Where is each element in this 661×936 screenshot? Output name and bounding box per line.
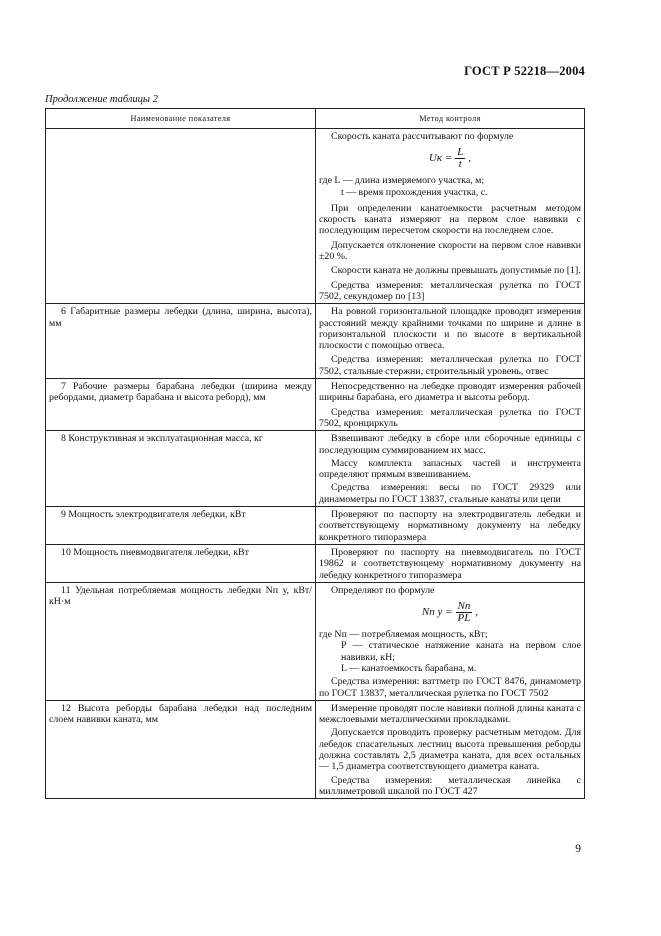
formula-lhs: Nп у = [421,605,453,618]
formula-legend: где L — длина измеряемого участка, м; [319,175,485,187]
formula-rope-speed [319,147,581,170]
method-text: Средства измерения: металлическая рулетка по ГОСТ 7502, стальные стержни, строительный уровень, отвес [319,354,581,377]
indicator-cell: 9 Мощность электродвигателя лебедки, кВт [46,507,316,545]
formula-legend: t — время прохождения участка, с. [341,186,488,198]
method-text: Определяют по формуле [331,584,435,596]
formula-lhs: Uк = [428,152,453,165]
method-text: Массу комплекта запасных частей и инструмента определяют прямым взвешиванием. [319,457,581,481]
table-row [46,507,585,545]
table-row [46,129,585,304]
method-text: Измерение проводят после навивки полной длины каната с межслоевыми металлическими прокладками. [319,702,581,726]
table-row [46,582,585,700]
method-text: Непосредственно на лебедке проводят измерения рабочей ширины барабана, его диаметра и высоты реборд. [319,381,581,404]
formula-legend: P — статическое натяжение каната на первом слое навивки, кН; [341,640,581,663]
method-text: На ровной горизонтальной площадке проводят измерения расстояний между крайними точками по ширине и длине в горизонтальной плоскости и по высоте в вертикальной плоскости с помощью отвеса. [319,306,581,352]
formula-numerator: Nп [457,600,471,613]
method-text: Скорости каната не должны превышать допустимые по [1]. [331,265,581,277]
table-row [46,700,585,798]
table-continuation-caption: Продолжение таблицы 2 [45,94,158,105]
control-methods-table [45,108,585,799]
document-header: ГОСТ Р 52218—2004 [464,64,585,78]
method-text: Скорость каната рассчитывают по формуле [331,131,514,142]
method-text: При определении канатоемкости расчетным методом скорость каната измеряют на первом слое навивки с последующим пересчетом скорости на последнем слое. [319,202,581,237]
column-header-method: Метод контроля [316,109,585,129]
method-text: Средства измерения: ваттметр по ГОСТ 8476, динамометр по ГОСТ 13837, металлическая рулетка по ГОСТ 7502 [319,676,581,699]
indicator-cell: 7 Рабочие размеры барабана лебедки (ширина между ребордами, диаметр барабана и высота реборд), мм [46,379,316,431]
method-cell [316,304,585,379]
page-number: 9 [575,843,581,855]
formula-tail: , [468,152,472,165]
method-text: Допускается отклонение скорости на первом слое навивки ±20 %. [319,239,581,263]
method-text: Проверяют по паспорту на электродвигатель лебедки и соответствующему нормативному документу на лебедку конкретного типоразмера [319,509,581,543]
indicator-cell: 8 Конструктивная и эксплуатационная масса, кг [46,431,316,507]
method-cell [316,582,585,700]
method-cell [316,431,585,507]
indicator-cell: 11 Удельная потребляемая мощность лебедки Nп у, кВт/кН·м [46,582,316,700]
formula-legend: где Nп — потребляемая мощность, кВт; [319,629,488,641]
formula-specific-power [319,601,581,624]
method-text: Средства измерения: металлическая рулетка по ГОСТ 7502, кронциркуль [319,406,581,429]
method-cell [316,700,585,798]
method-cell [316,379,585,431]
formula-denominator: PL [457,612,471,625]
method-cell [316,544,585,582]
method-text: Средства измерения: весы по ГОСТ 29329 или динамометры по ГОСТ 13837, стальные канаты или цепи [319,482,581,505]
formula-tail: , [475,605,479,618]
formula-numerator: L [457,146,464,159]
indicator-cell: 12 Высота реборды барабана лебедки над последним слоем навивки каната, мм [46,700,316,798]
table-row [46,544,585,582]
formula-legend: L — канатоемкость барабана, м. [341,662,477,674]
method-cell [316,129,585,304]
method-cell [316,507,585,545]
method-text: Средства измерения: металлическая рулетка по ГОСТ 7502, секундомер по [13] [319,279,581,302]
method-text: Проверяют по паспорту на пневмодвигатель по ГОСТ 19862 и соответствующему нормативному документу на лебедку конкретного типоразмера [319,546,581,581]
table-header-row [46,109,585,129]
method-text: Допускается проводить проверку расчетным методом. Для лебедок спасательных лестниц высота превышения реборды должна составлять 2,5 диаметра каната, для всех остальных — 1,5 диаметра соответствующего диаметра каната. [319,727,581,773]
indicator-cell: 6 Габаритные размеры лебедки (длина, ширина, высота), мм [46,304,316,379]
table-row [46,431,585,507]
method-text: Средства измерения: металлическая линейка с миллиметровой шкалой по ГОСТ 427 [319,774,581,797]
column-header-indicator: Наименование показателя [46,109,316,129]
method-text: Взвешивают лебедку в сборе или сборочные единицы с последующим суммированием их масс. [319,433,581,456]
table-row [46,379,585,431]
formula-denominator: t [458,158,462,171]
indicator-cell [46,129,316,304]
table-row [46,304,585,379]
indicator-cell: 10 Мощность пневмодвигателя лебедки, кВт [46,544,316,582]
